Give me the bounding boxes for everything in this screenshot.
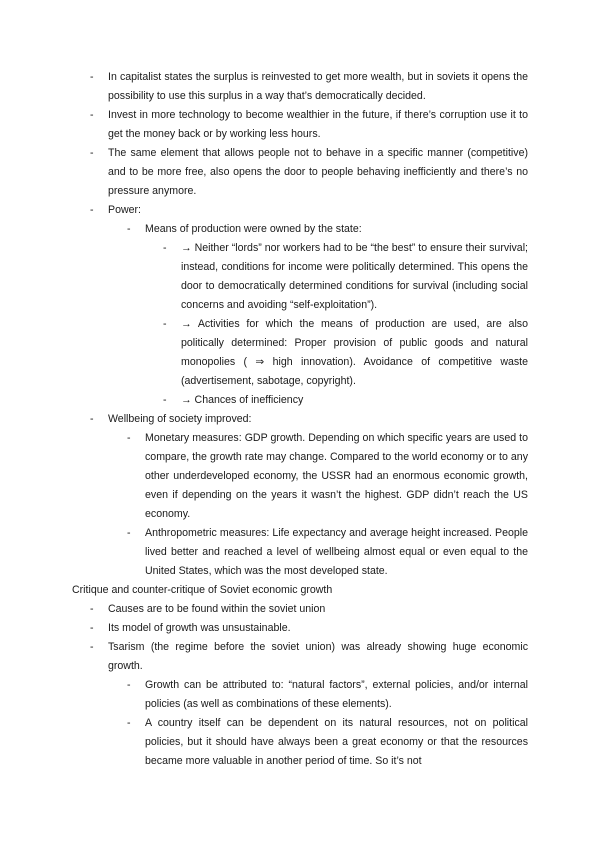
list-item [90, 619, 528, 638]
bullet-dash: - [90, 603, 94, 615]
list-item-text: Wellbeing of society improved: [108, 413, 252, 425]
list-item [90, 410, 528, 429]
list-item-text: → Activities for which the means of production are used, are also politically determined: Proper provision of public goods and natural monopolies ( ⇒ high innovation). Avoidance of competitive waste (advertisement, sabotage, copyright). [181, 318, 528, 387]
list-item-text: In capitalist states the surplus is reinvested to get more wealth, but in soviets it opens the possibility to use this surplus in a way that’s democratically decided. [108, 71, 528, 102]
bullet-dash: - [127, 527, 131, 539]
list-item-text: → Neither “lords” nor workers had to be “the best” to ensure their survival; instead, conditions for income were politically determined. This opens the door to democratically determined conditions for survival (including social concerns and avoiding “self-exploitation”). [181, 242, 528, 311]
list-item-text: Anthropometric measures: Life expectancy and average height increased. People lived better and reached a level of wellbeing almost equal or even equal to the United States, which was the most developed state. [145, 527, 528, 577]
bullet-dash: - [90, 413, 94, 425]
list-item [90, 201, 528, 220]
list-item [163, 239, 528, 315]
list-item [127, 524, 528, 581]
bullet-dash: - [90, 147, 94, 159]
list-item-text: The same element that allows people not to behave in a specific manner (competitive) and to be more free, also opens the door to people behaving inefficiently and there’s no pressure anymore. [108, 147, 528, 197]
section-heading [72, 581, 528, 600]
list-item-text: Its model of growth was unsustainable. [108, 622, 291, 634]
list-item-text: Causes are to be found within the soviet union [108, 603, 326, 615]
bullet-dash: - [90, 641, 94, 653]
bullet-dash: - [163, 394, 167, 406]
bullet-dash: - [127, 717, 131, 729]
bullet-dash: - [90, 622, 94, 634]
bullet-dash: - [163, 242, 167, 254]
list-item [90, 68, 528, 106]
bullet-dash: - [90, 109, 94, 121]
list-item-text: Means of production were owned by the state: [145, 223, 362, 235]
list-item [163, 315, 528, 391]
bullet-dash: - [127, 679, 131, 691]
list-item [127, 676, 528, 714]
list-item-text: A country itself can be dependent on its natural resources, not on political policies, but it should have always been a great economy or that the resources became more valuable in another period of time. So it’s not [145, 717, 528, 767]
bullet-dash: - [163, 318, 167, 330]
list-item-text: → Chances of inefficiency [181, 394, 304, 406]
list-item [127, 429, 528, 524]
list-item [127, 220, 528, 239]
list-item [163, 391, 528, 410]
list-item-text: Tsarism (the regime before the soviet union) was already showing huge economic growth. [108, 641, 528, 672]
list-item-text: Monetary measures: GDP growth. Depending on which specific years are used to compare, the growth rate may change. Compared to the world economy or to any other underdeveloped economy, the USSR had an enormous economic growth, even if depending on the years it wasn’t the highest. GDP didn’t reach the US economy. [145, 432, 528, 520]
list-item-text: Invest in more technology to become wealthier in the future, if there’s corruption use it to get the money back or by working less hours. [108, 109, 528, 140]
list-item [90, 106, 528, 144]
list-item [90, 600, 528, 619]
bullet-dash: - [90, 204, 94, 216]
list-item [90, 144, 528, 201]
list-item-text: Power: [108, 204, 141, 216]
list-item [127, 714, 528, 771]
bullet-dash: - [90, 71, 94, 83]
section-heading-text: Critique and counter-critique of Soviet economic growth [72, 584, 333, 596]
bullet-dash: - [127, 432, 131, 444]
bullet-dash: - [127, 223, 131, 235]
list-item [90, 638, 528, 676]
list-item-text: Growth can be attributed to: “natural factors”, external policies, and/or internal policies (as well as combinations of these elements). [145, 679, 528, 710]
document-body [0, 68, 600, 771]
